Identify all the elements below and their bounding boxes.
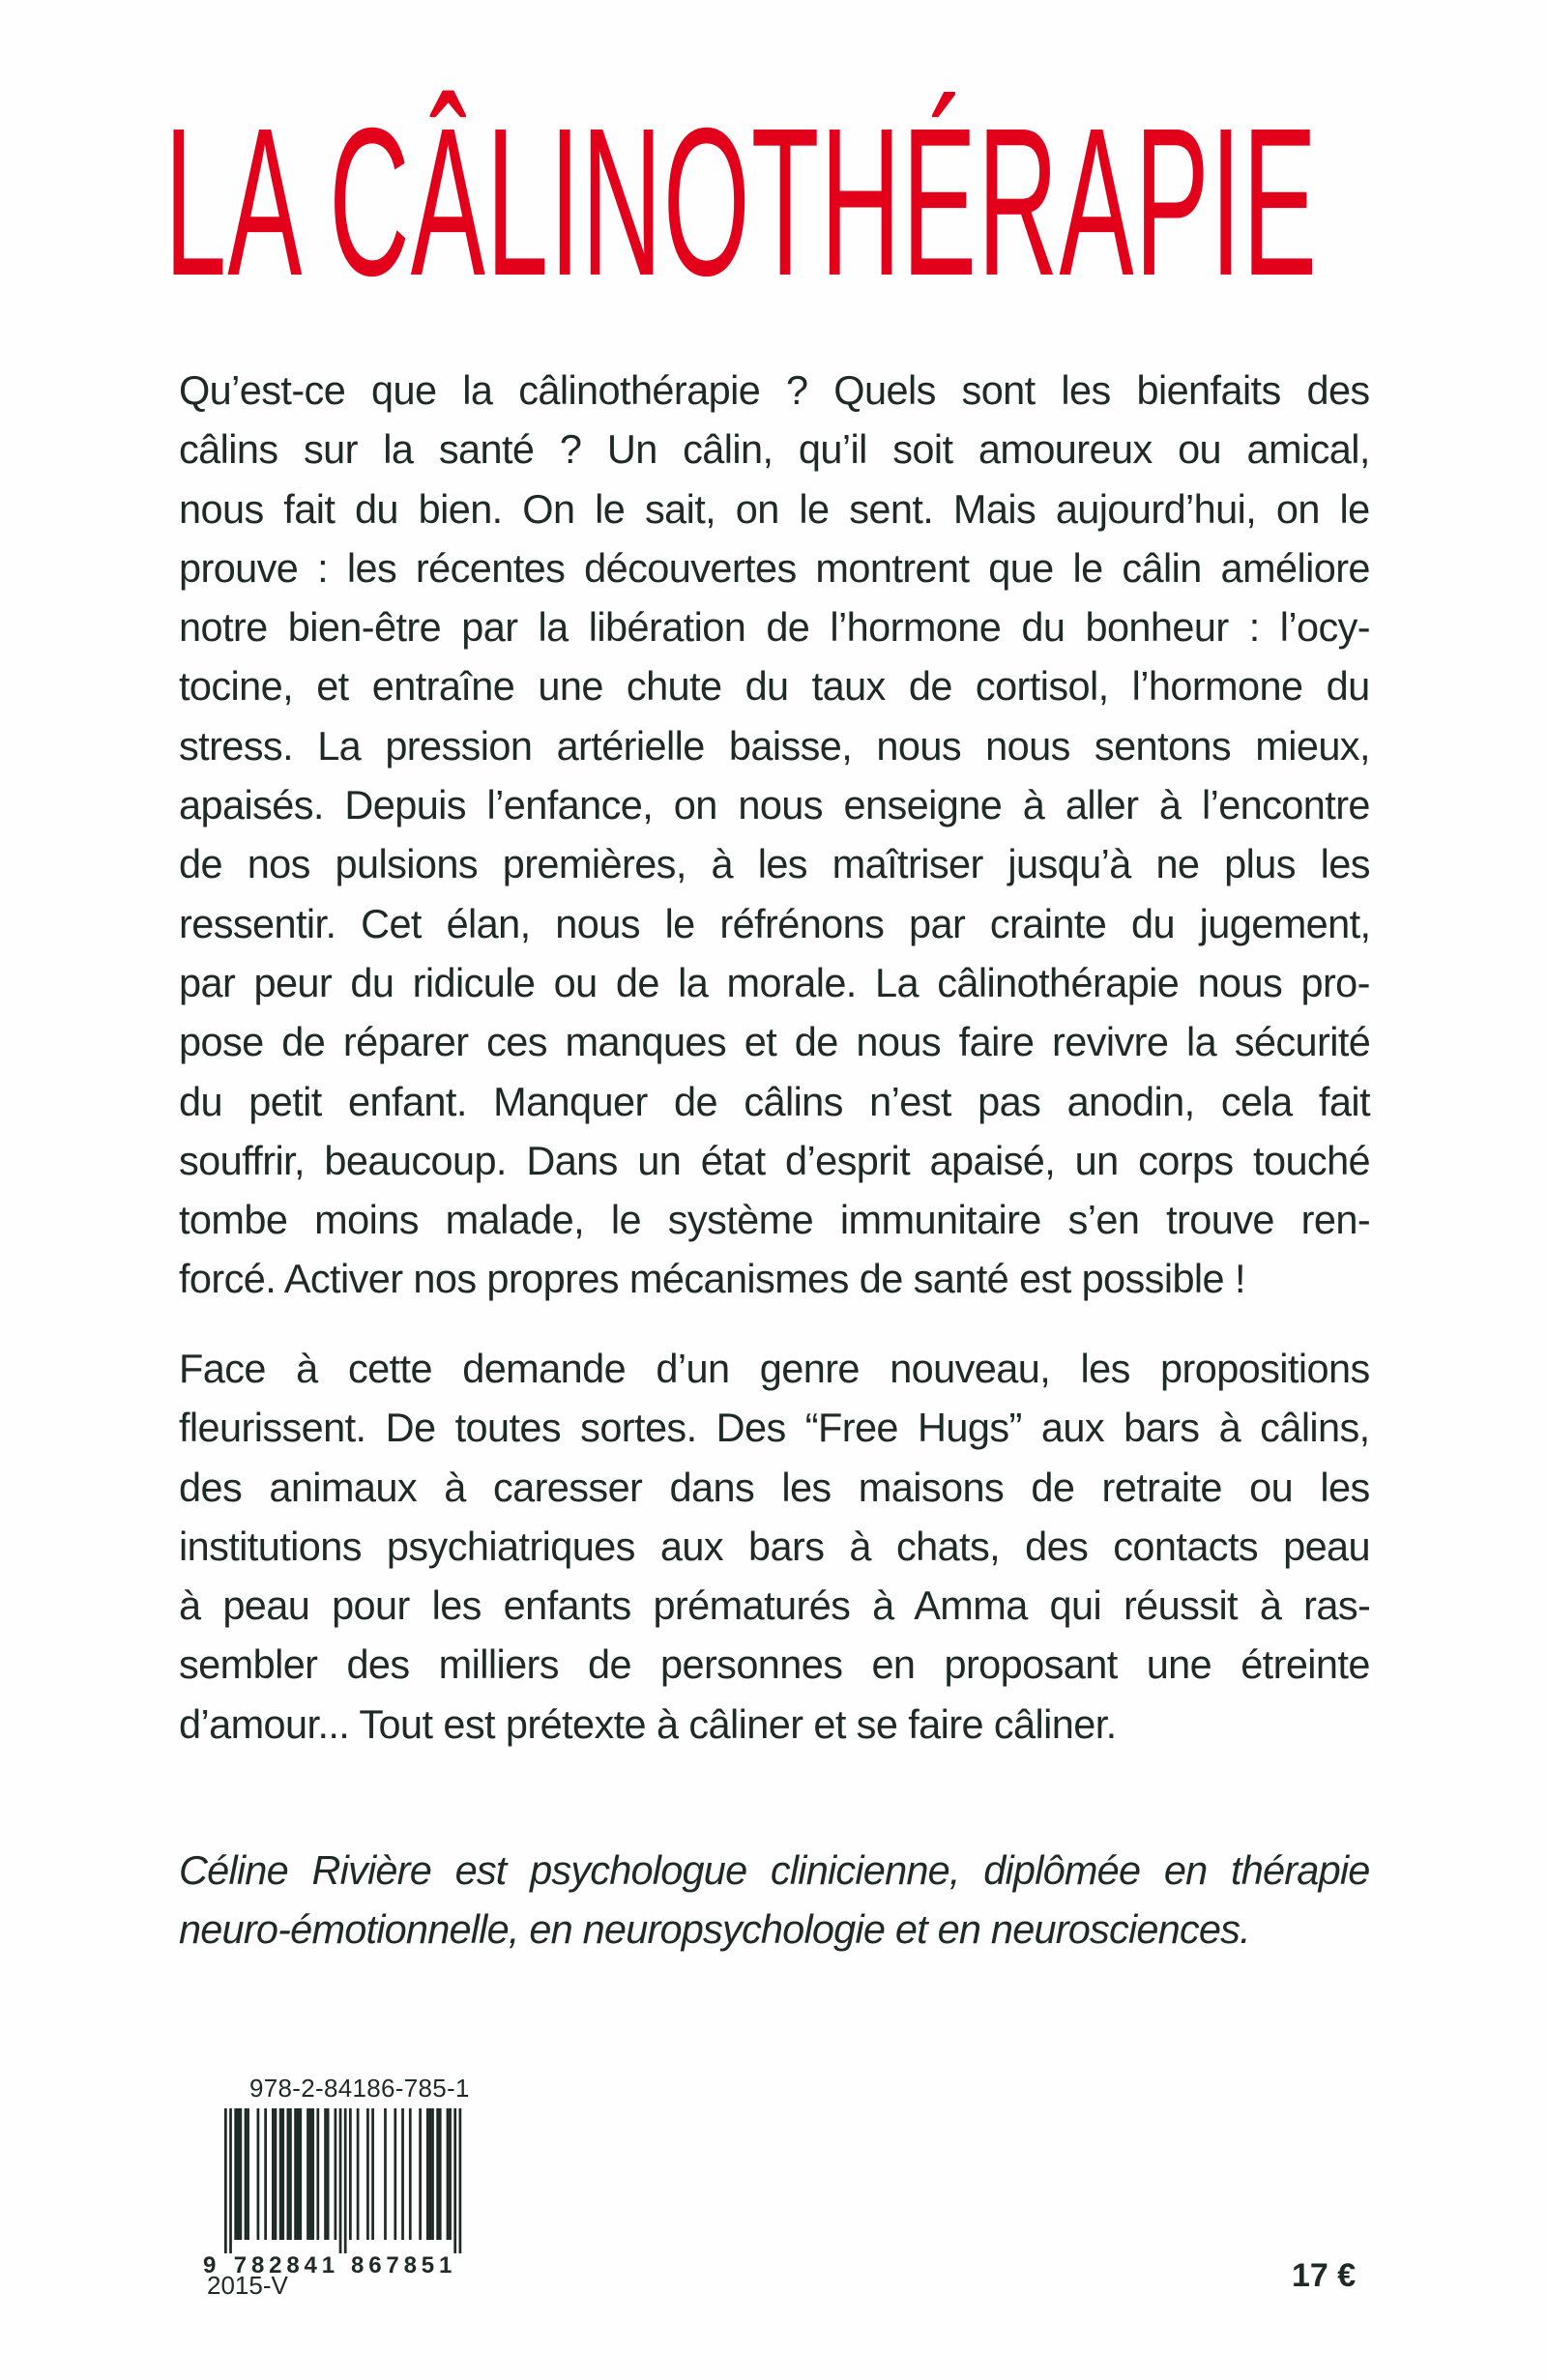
text-line: nous fait du bien. On le sait, on le sent. Mais aujourd’hui, on le xyxy=(179,485,1370,532)
title-block xyxy=(164,85,1319,320)
ean13-barcode xyxy=(193,2108,483,2282)
barcode-bar xyxy=(371,2108,374,2240)
text-line: câlins sur la santé ? Un câlin, qu’il soit amoureux ou amical, xyxy=(179,426,1370,473)
barcode-bar xyxy=(257,2108,260,2240)
barcode-bar xyxy=(306,2108,309,2240)
barcode-bar xyxy=(239,2108,242,2240)
barcode-bar xyxy=(264,2108,267,2240)
barcode-bar xyxy=(447,2108,450,2240)
barcode-bar xyxy=(384,2108,387,2240)
barcode-bar xyxy=(311,2108,314,2240)
text-line: sembler des milliers de personnes en proposant une étreinte xyxy=(179,1641,1370,1688)
text-line: forcé. Activer nos propres mécanismes de santé est possible ! xyxy=(179,1256,1245,1302)
barcode-bar xyxy=(419,2108,422,2240)
text-line: Céline Rivière est psychologue clinicienne, diplômée en thérapie xyxy=(179,1847,1370,1893)
text-line: stress. La pression artérielle baisse, nous nous sentons mieux, xyxy=(179,722,1370,769)
barcode-bar xyxy=(436,2108,439,2240)
isbn-number: 978-2-84186-785-1 xyxy=(249,2074,470,2103)
barcode-bar xyxy=(247,2108,249,2240)
barcode-bar xyxy=(229,2108,232,2253)
paragraph-summary xyxy=(179,361,1370,1309)
text-line: neuro-émotionnelle, en neuropsychologie et en neurosciences. xyxy=(179,1906,1250,1953)
barcode-bar xyxy=(287,2108,290,2240)
text-line: institutions psychiatriques aux bars à chats, des contacts peau xyxy=(179,1523,1371,1569)
barcode-bar xyxy=(453,2108,456,2253)
barcode-bar xyxy=(431,2108,434,2240)
book-title: LA CÂLINOTHÉRAPIE xyxy=(164,85,1319,320)
text-line: Face à cette demande d’un genre nouveau, les propositions xyxy=(179,1346,1370,1391)
text-line: des animaux à caresser dans les maisons de retraite ou les xyxy=(179,1464,1370,1510)
barcode-digits: 782841 xyxy=(233,2252,336,2278)
barcode-bar xyxy=(245,2108,248,2240)
text-line: prouve : les récentes découvertes montrent que le câlin améliore xyxy=(179,544,1370,591)
text-line: notre bien-être par la libération de l’hormone du bonheur : l’ocy- xyxy=(179,604,1370,651)
barcode-bar xyxy=(409,2108,412,2240)
text-line: à peau pour les enfants prématurés à Amma qui réussit à ras- xyxy=(179,1582,1371,1629)
barcode-block xyxy=(193,2074,483,2286)
barcode-bar xyxy=(449,2108,452,2240)
text-line: par peur du ridicule ou de la morale. La câlinothérapie nous pro- xyxy=(179,959,1370,1005)
barcode-bar xyxy=(426,2108,429,2240)
text-line: apaisés. Depuis l’enfance, on nous enseigne à aller à l’encontre xyxy=(179,782,1370,828)
text-line: souffrir, beaucoup. Dans un état d’esprit apaisé, un corps touché xyxy=(179,1137,1371,1183)
author-bio xyxy=(179,1841,1370,1959)
barcode-bar xyxy=(339,2108,342,2253)
barcode-bar xyxy=(309,2108,312,2240)
paragraph-context xyxy=(179,1339,1370,1754)
text-line: d’amour... Tout est prétexte à câliner et se faire câliner. xyxy=(179,1700,1117,1747)
barcode-bar xyxy=(401,2108,404,2240)
barcode-bar xyxy=(237,2108,240,2240)
barcode-bar xyxy=(357,2108,360,2240)
barcode-bar xyxy=(294,2108,297,2240)
barcode-bar xyxy=(297,2108,300,2240)
barcode-bar xyxy=(289,2108,292,2240)
text-line: pose de réparer ces manques et de nous faire revivre la sécurité xyxy=(179,1019,1371,1065)
barcode-bar xyxy=(349,2108,352,2240)
barcode-bar xyxy=(281,2108,284,2240)
text-line: fleurissent. De toutes sortes. Des “Free Hugs” aux bars à câlins, xyxy=(179,1405,1370,1451)
barcode-bar xyxy=(224,2108,227,2253)
barcode-bar xyxy=(275,2108,277,2240)
text-line: tombe moins malade, le système immunitaire s’en trouve ren- xyxy=(179,1197,1371,1243)
barcode-bar xyxy=(272,2108,275,2240)
barcode-bar xyxy=(439,2108,442,2240)
barcode-digits: 867851 xyxy=(351,2252,452,2278)
text-line: tocine, et entraîne une chute du taux de cortisol, l’hormone du xyxy=(179,663,1370,710)
edition-code: 2015-V xyxy=(207,2271,288,2300)
text-line: Qu’est-ce que la câlinothérapie ? Quels sont les bienfaits des xyxy=(179,367,1370,413)
barcode-bar xyxy=(366,2108,369,2240)
barcode-bar xyxy=(279,2108,282,2240)
barcode-bar xyxy=(324,2108,327,2240)
barcode-bar xyxy=(459,2108,462,2253)
text-line: ressentir. Cet élan, nous le réfrénons par crainte du jugement, xyxy=(179,900,1371,946)
barcode-bar xyxy=(316,2108,319,2240)
text-line: de nos pulsions premières, à les maîtriser jusqu’à ne plus les xyxy=(179,841,1370,887)
barcode-bar xyxy=(327,2108,330,2240)
barcode-bar xyxy=(429,2108,432,2240)
barcode-bar xyxy=(299,2108,302,2240)
barcode-bar xyxy=(344,2108,347,2253)
barcode-bar xyxy=(335,2108,337,2240)
price-label: 17 € xyxy=(1292,2257,1357,2294)
barcode-bar xyxy=(234,2108,237,2240)
barcode-digits: 9 xyxy=(203,2252,217,2278)
barcode-bar xyxy=(394,2108,396,2240)
text-line: du petit enfant. Manquer de câlins n’est pas anodin, cela fait xyxy=(179,1078,1370,1124)
